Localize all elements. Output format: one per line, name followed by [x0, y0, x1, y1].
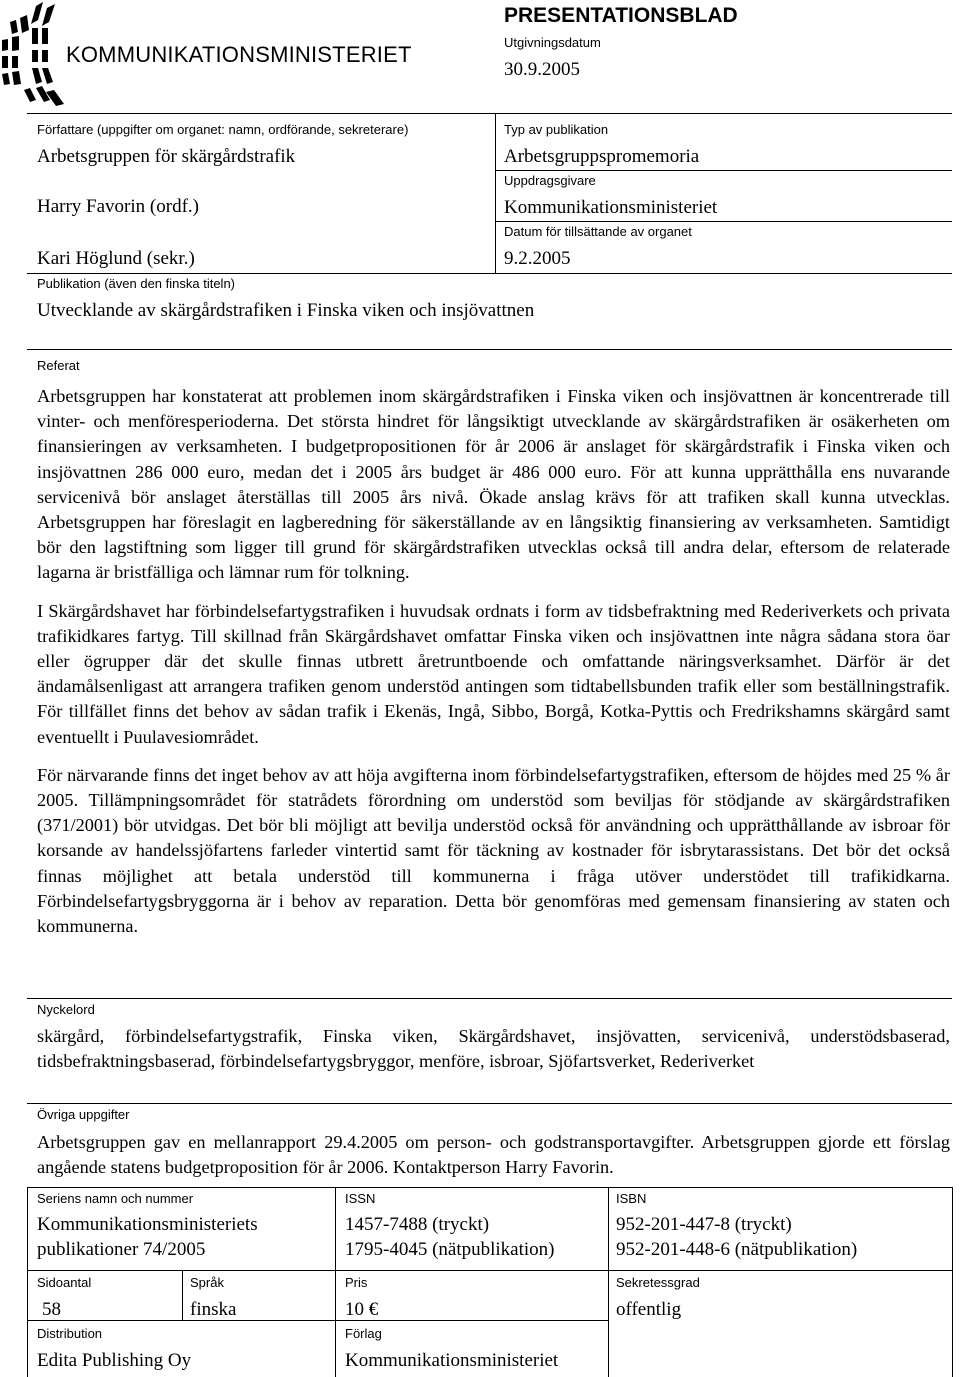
keywords-value: skärgård, förbindelsefartygstrafik, Finska viken, Skärgårdshavet, insjövatten, servicenivå, understödsbaserad, tidsbefraktningsbaserad, förbindelsefartygsbryggor, menföre, isbroar, Sjöfartsverket, Rederiverket [37, 1026, 950, 1072]
divider [27, 113, 952, 114]
issue-date-label: Utgivningsdatum [504, 35, 601, 50]
divider [27, 1187, 952, 1188]
publisher-value: Kommunikationsministeriet [345, 1350, 559, 1371]
divider [182, 1270, 183, 1320]
issn-print: 1457-7488 (tryckt) [345, 1214, 490, 1235]
issn-label: ISSN [345, 1191, 376, 1206]
abstract-label: Referat [37, 358, 80, 373]
authors-label: Författare (uppgifter om organet: namn, ordförande, sekreterare) [37, 122, 409, 137]
abstract-paragraph: För närvarande finns det inget behov av att höja avgifterna inom förbindelsefartygstrafiken, eftersom de höjdes med 25 % år 2005. Tillämpningsområdet för statrådets förordning om understöd som beviljas för stödjande av skärgårdstrafiken (371/2001) bör utvidgas. Det bör bli möjligt att bevilja understöd också för användning och upprätthållande av isbroar för korsande av handelssjöfartens farleder vintertid samt för täckning av kostnader för isbrytarassistans. Det bör det också finnas möjlighet att betala understöd till kommunerna i fråga utöver understödet till trafikidkarna. Förbindelsefartygsbryggorna är i behov av reparation. Detta bör genomföras med gemensam finansiering av staten och kommunerna. [37, 764, 950, 937]
divider [495, 170, 952, 171]
other-info-value: Arbetsgruppen gav en mellanrapport 29.4.2005 om person- och godstransportavgifter. Arbetsgruppen gjorde ett förslag angående statens budgetproposition för år 2006. Kontaktperson Harry Favorin. [37, 1132, 950, 1178]
divider [495, 113, 496, 273]
language-label: Språk [190, 1275, 224, 1290]
price-label: Pris [345, 1275, 368, 1290]
ministry-name: KOMMUNIKATIONSMINISTERIET [66, 42, 412, 67]
series-label: Seriens namn och nummer [37, 1191, 194, 1206]
commissioner-label: Uppdragsgivare [504, 173, 596, 188]
publication-type-label: Typ av publikation [504, 122, 609, 137]
divider [608, 1187, 609, 1377]
abstract-body [37, 384, 950, 939]
appointed-value: 9.2.2005 [504, 248, 571, 269]
isbn-label: ISBN [616, 1191, 647, 1206]
isbn-print: 952-201-447-8 (tryckt) [616, 1214, 792, 1235]
divider [952, 1187, 953, 1377]
divider [27, 1270, 952, 1271]
appointed-label: Datum för tillsättande av organet [504, 224, 692, 239]
abstract-paragraph: I Skärgårdshavet har förbindelsefartygstrafiken i huvudsak ordnats i form av tidsbefraktning med Rederiverkets och privata trafikidkares fartyg. Till skillnad från Skärgårdshavet omfattar Finska viken och insjövattnen inte några sådana stora öar eller ögrupper där det skulle finnas utbrett åretruntboende och omfattande näringsverksamhet. Därför är det ändamålsenligast att arrangera trafiken genom understöd antingen som tidtabellsbunden trafik eller som beställningstrafik. För tillfället finns det behov av sådan trafik i Ekenäs, Ingå, Sibbo, Borgå, Kotka-Pyttis och Fredrikshamns skärgård samt eventuellt i Puulavesiområdet. [37, 600, 950, 747]
confidentiality-label: Sekretessgrad [616, 1275, 700, 1290]
publication-label: Publikation (även den finska titeln) [37, 276, 236, 291]
series-line1: Kommunikationsministeriets [37, 1214, 258, 1235]
distribution-value: Edita Publishing Oy [37, 1350, 192, 1371]
divider [27, 273, 952, 274]
pages-value: 58 [42, 1299, 61, 1320]
confidentiality-value: offentlig [616, 1299, 682, 1320]
isbn-online: 952-201-448-6 (nätpublikation) [616, 1239, 858, 1260]
divider [27, 1187, 28, 1377]
language-value: finska [190, 1299, 237, 1320]
distribution-label: Distribution [37, 1326, 103, 1341]
authors-org: Arbetsgruppen för skärgårdstrafik [37, 146, 296, 167]
publisher-label: Förlag [345, 1326, 382, 1341]
divider [27, 1103, 952, 1104]
divider [335, 1187, 336, 1377]
publication-title: Utvecklande av skärgårdstrafiken i Finska viken och insjövattnen [37, 300, 535, 321]
authors-secretary: Kari Höglund (sekr.) [37, 248, 195, 269]
publication-type-value: Arbetsgruppspromemoria [504, 146, 700, 167]
pages-label: Sidoantal [37, 1275, 92, 1290]
keywords-label: Nyckelord [37, 1002, 95, 1017]
document-type-heading: PRESENTATIONSBLAD [504, 4, 738, 27]
series-line2: publikationer 74/2005 [37, 1239, 206, 1260]
divider [27, 998, 952, 999]
issue-date-value: 30.9.2005 [504, 59, 580, 80]
issn-online: 1795-4045 (nätpublikation) [345, 1239, 555, 1260]
divider [27, 349, 952, 350]
abstract-paragraph: Arbetsgruppen har konstaterat att problemen inom skärgårdstrafiken i Finska viken och insjövattnen är koncentrerade till vinter- och menföresperioderna. Det största hindret för långsiktigt utvecklande av skärgårdstrafiken är osäkerheten om finansieringen av verksamheten. I budgetpropositionen för år 2006 är anslaget för skärgårdstrafik i Finska viken och insjövattnen 286 000 euro, medan det i 2005 års budget är 486 000 euro. För att kunna upprätthålla ens nuvarande servicenivå bör anslaget återställas till 2005 års nivå. Ökade anslag krävs för att trafiken skall kunna utvecklas. Arbetsgruppen har föreslagit en lagberedning för säkerställande av en långsiktig finansiering av verksamheten. Samtidigt bör den lagstiftning som ligger till grund för skärgårdstrafiken utvecklas också till andra delar, eftersom de relaterade lagarna är bristfälliga och lämnar rum för tolkning. [37, 386, 950, 583]
divider [495, 221, 952, 222]
divider [27, 1320, 608, 1321]
commissioner-value: Kommunikationsministeriet [504, 197, 718, 218]
other-info-label: Övriga uppgifter [37, 1107, 130, 1122]
authors-chair: Harry Favorin (ordf.) [37, 196, 199, 217]
price-value: 10 € [345, 1299, 379, 1320]
